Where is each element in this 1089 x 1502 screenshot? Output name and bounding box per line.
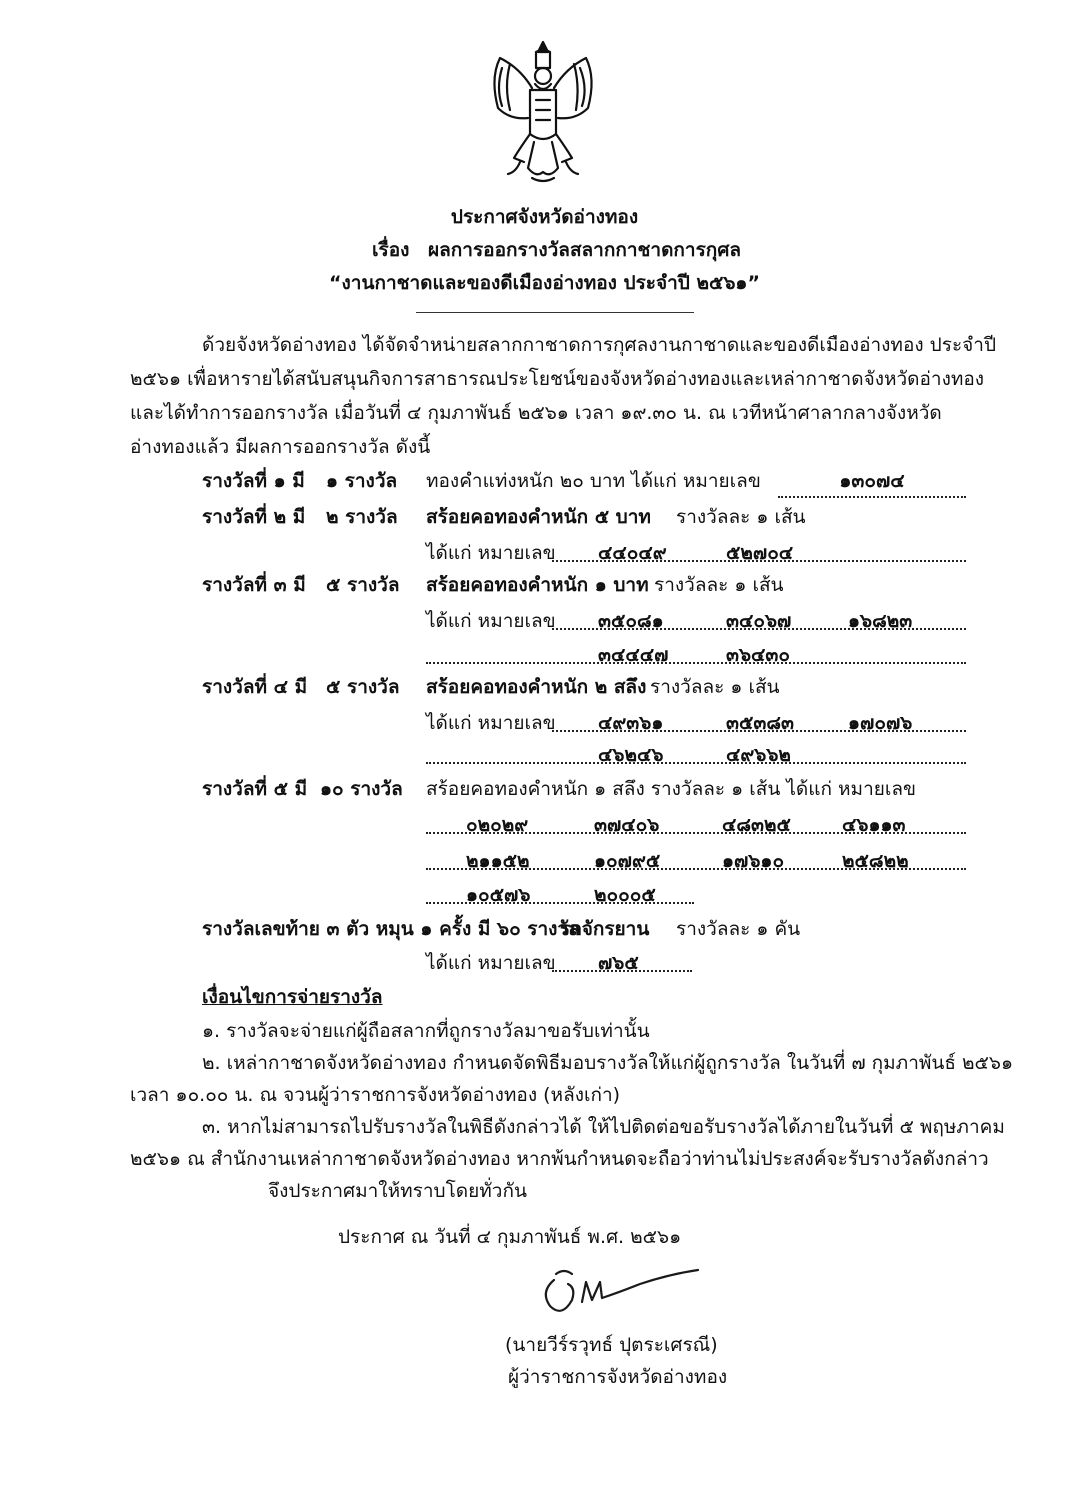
prize-number: ๒๕๘๒๒ [842,850,909,872]
prize3-number-row-2 [426,640,966,664]
handwritten-signature [530,1262,730,1322]
prize3-number-row-1 [552,606,966,630]
prize6-number-slot [552,948,692,972]
prize-number: ๑๓๐๗๔ [839,470,905,492]
prize2-label: รางวัลที่ ๒ มี [202,506,306,528]
prize-number: ๑๐๗๙๕ [594,850,661,872]
prize4-number-row-2 [426,740,966,764]
prize-number: ๔๙๓๖๑ [598,712,664,734]
intro-line-1: ด้วยจังหวัดอ่างทอง ได้จัดจำหน่ายสลากกาชาดการกุศลงานกาชาดและของดีเมืองอ่างทอง ประจำปี [202,334,997,356]
prize-number: ๑๗๖๑๐ [722,850,785,872]
prize-number: ๔๙๖๖๒ [726,744,791,766]
prize-number: ๒๐๐๐๕ [594,884,656,906]
prize2-winners-label: ได้แก่ หมายเลข [426,542,556,564]
prize6-winners-label: ได้แก่ หมายเลข [426,952,556,974]
prize-number: ๓๕๐๘๑ [598,610,664,632]
condition-2-line-1: ๒. เหล่ากาชาดจังหวัดอ่างทอง กำหนดจัดพิธีมอบรางวัลให้แก่ผู้ถูกรางวัล ในวันที่ ๗ กุมภาพันธ์ ๒๕๖๑ [202,1052,1014,1074]
prize2-count: ๒ รางวัล [326,506,398,528]
prize-number: ๔๖๑๑๓ [842,814,906,836]
prize-number: ๓๖๔๓๐ [726,644,791,666]
prize5-count: ๑๐ รางวัล [320,778,403,800]
prize-number: ๐๒๐๒๙ [466,814,529,836]
prize3-desc: สร้อยคอทองคำหนัก ๑ บาท [426,574,649,596]
prize3-count: ๕ รางวัล [326,574,400,596]
prize-number: ๔๔๐๔๙ [598,542,667,564]
prize-number: ๒๑๑๕๒ [466,850,530,872]
condition-3-line-1: ๓. หากไม่สามารถไปรับรางวัลในพิธีดังกล่าวได้ ให้ไปติดต่อขอรับรางวัลได้ภายในวันที่ ๕ พฤษภาคม [202,1116,1005,1138]
prize-number: ๓๗๔๐๖ [594,814,660,836]
prize6-each: รางวัลละ ๑ คัน [676,918,801,940]
closing-statement: จึงประกาศมาให้ทราบโดยทั่วกัน [268,1180,527,1202]
prize4-number-row-1 [552,708,966,732]
prize2-desc: สร้อยคอทองคำหนัก ๕ บาท [426,506,651,528]
prize-number: ๔๘๓๒๕ [722,814,791,836]
intro-line-2: ๒๕๖๑ เพื่อหารายได้สนับสนุนกิจการสาธารณประโยชน์ของจังหวัดอ่างทองและเหล่ากาชาดจังหวัดอ่างทอง [130,368,985,390]
prize-number: ๓๔๔๔๗ [598,644,669,666]
prize6-label: รางวัลเลขท้าย ๓ ตัว หมุน ๑ ครั้ง มี ๖๐ รางวัล [202,918,580,940]
signer-name: (นายวีร์รวุทธ์ ปุตระเศรณี) [505,1334,718,1356]
subject-prefix: เรื่อง [372,239,410,261]
prize-number: ๑๐๕๗๖ [466,884,531,906]
prize5-number-row-2 [426,846,966,870]
intro-line-3: และได้ทำการออกรางวัล เมื่อวันที่ ๔ กุมภาพันธ์ ๒๕๖๑ เวลา ๑๙.๓๐ น. ณ เวทีหน้าศาลากลางจังหวัด [130,402,942,424]
condition-3-line-2: ๒๕๖๑ ณ สำนักงานเหล่ากาชาดจังหวัดอ่างทอง หากพ้นกำหนดจะถือว่าท่านไม่ประสงค์จะรับรางวัลดังกล่าว [130,1148,989,1170]
prize3-each: รางวัลละ ๑ เส้น [654,574,784,596]
announcement-date: ประกาศ ณ วันที่ ๔ กุมภาพันธ์ พ.ศ. ๒๕๖๑ [338,1226,682,1248]
prize-number: ๑๖๘๒๓ [848,610,913,632]
prize5-number-row-1 [426,810,966,834]
prize4-label: รางวัลที่ ๔ มี [202,676,308,698]
prize-number: ๔๖๒๔๖ [598,744,664,766]
prize2-each: รางวัลละ ๑ เส้น [676,506,806,528]
condition-2-line-2: เวลา ๑๐.๐๐ น. ณ จวนผู้ว่าราชการจังหวัดอ่างทอง (หลังเก่า) [130,1084,621,1106]
prize1-label: รางวัลที่ ๑ มี [202,470,305,492]
condition-1: ๑. รางวัลจะจ่ายแก่ผู้ถือสลากที่ถูกรางวัลมาขอรับเท่านั้น [202,1020,650,1042]
announcement-title: ประกาศจังหวัดอ่างทอง [450,206,639,228]
prize2-number-row [552,538,966,562]
signer-position: ผู้ว่าราชการจังหวัดอ่างทอง [508,1366,728,1388]
prize-number: ๗๖๕ [598,952,639,974]
prize4-each: รางวัลละ ๑ เส้น [650,676,780,698]
event-name: “งานกาชาดและของดีเมืองอ่างทอง ประจำปี ๒๕๖๑” [329,272,760,294]
prize1-number-slot [778,466,966,498]
prize5-label: รางวัลที่ ๕ มี [202,778,308,800]
prize1-desc: ทองคำแท่งหนัก ๒๐ บาท ได้แก่ หมายเลข [426,470,761,492]
prize-number: ๑๗๐๗๖ [848,712,913,734]
prize4-count: ๕ รางวัล [326,676,400,698]
prize3-label: รางวัลที่ ๓ มี [202,574,306,596]
prize4-desc: สร้อยคอทองคำหนัก ๒ สลึง [426,676,647,698]
prize-number: ๓๕๓๘๓ [726,712,795,734]
prize6-desc: รถจักรยาน [560,918,650,940]
prize1-count: ๑ รางวัล [326,470,398,492]
prize-number: ๓๔๐๖๗ [726,610,792,632]
garuda-emblem-icon [480,38,606,186]
prize3-winners-label: ได้แก่ หมายเลข [426,610,556,632]
prize4-winners-label: ได้แก่ หมายเลข [426,712,556,734]
prize-number: ๕๒๗๐๔ [726,542,794,564]
prize5-number-row-3 [426,880,694,904]
intro-line-4: อ่างทองแล้ว มีผลการออกรางวัล ดังนี้ [130,436,431,458]
conditions-heading: เงื่อนไขการจ่ายรางวัล [202,986,383,1008]
subject-text: ผลการออกรางวัลสลากกาชาดการกุศล [428,239,742,261]
prize5-desc: สร้อยคอทองคำหนัก ๑ สลึง รางวัลละ ๑ เส้น ได้แก่ หมายเลข [426,778,917,800]
header-divider [416,312,694,313]
